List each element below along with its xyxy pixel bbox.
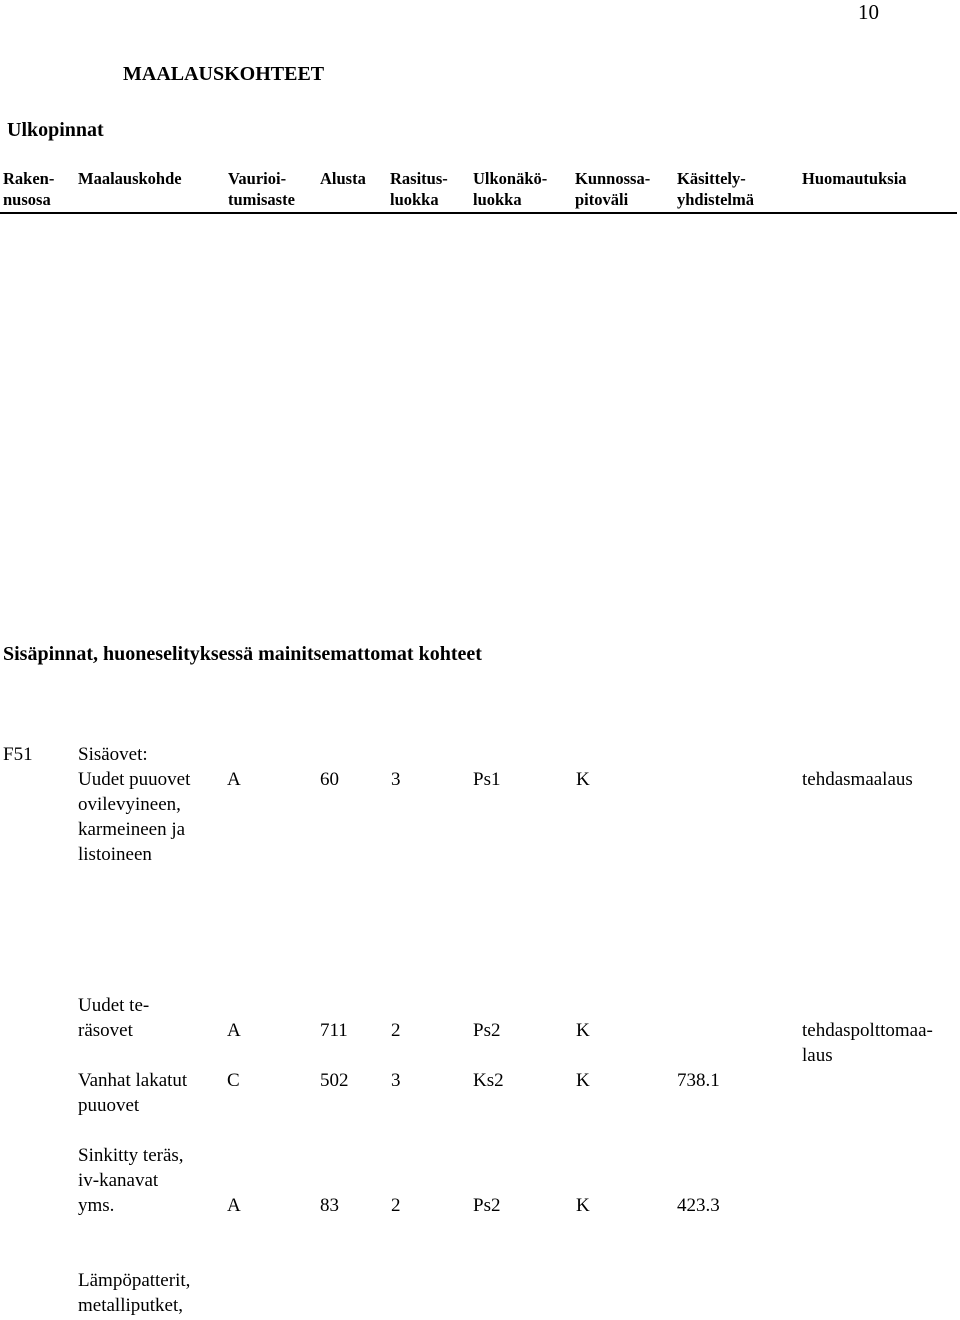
col-header-maintenance-interval: Kunnossa- pitoväli — [575, 169, 651, 209]
cell-paint-target: Lämpöpatterit, metalliputket, — [78, 1270, 191, 1316]
col-header-notes: Huomautuksia — [802, 169, 907, 188]
cell-damage-level: A — [227, 1020, 241, 1041]
header-divider — [0, 212, 957, 214]
page-number: 10 — [858, 0, 879, 24]
cell-substrate: 83 — [320, 1195, 339, 1216]
col-header-stress-class: Rasitus- luokka — [390, 169, 448, 209]
cell-notes: tehdasmaalaus — [802, 769, 913, 790]
cell-appearance-class: Ps1 — [473, 769, 501, 790]
cell-paint-target: Vanhat lakatut puuovet — [78, 1070, 188, 1116]
col-header-building-part: Raken- nusosa — [3, 169, 55, 209]
cell-maintenance-interval: K — [576, 769, 590, 790]
cell-building-part: F51 — [3, 744, 33, 765]
cell-maintenance-interval: K — [576, 1195, 590, 1216]
cell-damage-level: A — [227, 1195, 241, 1216]
col-header-treatment-system: Käsittely- yhdistelmä — [677, 169, 755, 209]
cell-appearance-class: Ps2 — [473, 1195, 501, 1216]
cell-maintenance-interval: K — [576, 1070, 590, 1091]
cell-treatment-system: 423.3 — [677, 1195, 720, 1216]
cell-damage-level: C — [227, 1070, 240, 1091]
cell-substrate: 502 — [320, 1070, 349, 1091]
col-header-substrate: Alusta — [320, 169, 366, 188]
page-title: MAALAUSKOHTEET — [123, 63, 325, 85]
cell-appearance-class: Ks2 — [473, 1070, 504, 1091]
cell-treatment-system: 738.1 — [677, 1070, 720, 1091]
cell-substrate: 60 — [320, 769, 339, 790]
col-header-appearance-class: Ulkonäkö- luokka — [473, 169, 548, 209]
cell-damage-level: A — [227, 769, 241, 790]
cell-stress-class: 2 — [391, 1195, 401, 1216]
cell-substrate: 711 — [320, 1020, 348, 1041]
cell-stress-class: 3 — [391, 769, 401, 790]
cell-appearance-class: Ps2 — [473, 1020, 501, 1041]
section-heading-outdoor: Ulkopinnat — [7, 119, 104, 141]
cell-maintenance-interval: K — [576, 1020, 590, 1041]
col-header-damage-level: Vaurioi- tumisaste — [228, 169, 295, 209]
cell-notes: tehdaspolttomaa- laus — [802, 1020, 933, 1066]
cell-stress-class: 3 — [391, 1070, 401, 1091]
cell-stress-class: 2 — [391, 1020, 401, 1041]
section-heading-indoor: Sisäpinnat, huoneselityksessä mainitsemattomat kohteet — [3, 643, 482, 665]
col-header-paint-target: Maalauskohde — [78, 169, 182, 188]
cell-paint-target: Sinkitty teräs, iv-kanavat yms. — [78, 1145, 184, 1216]
cell-paint-target: Sisäovet: Uudet puuovet ovilevyineen, karmeineen ja listoineen — [78, 744, 191, 865]
cell-paint-target: Uudet te- räsovet — [78, 995, 150, 1041]
